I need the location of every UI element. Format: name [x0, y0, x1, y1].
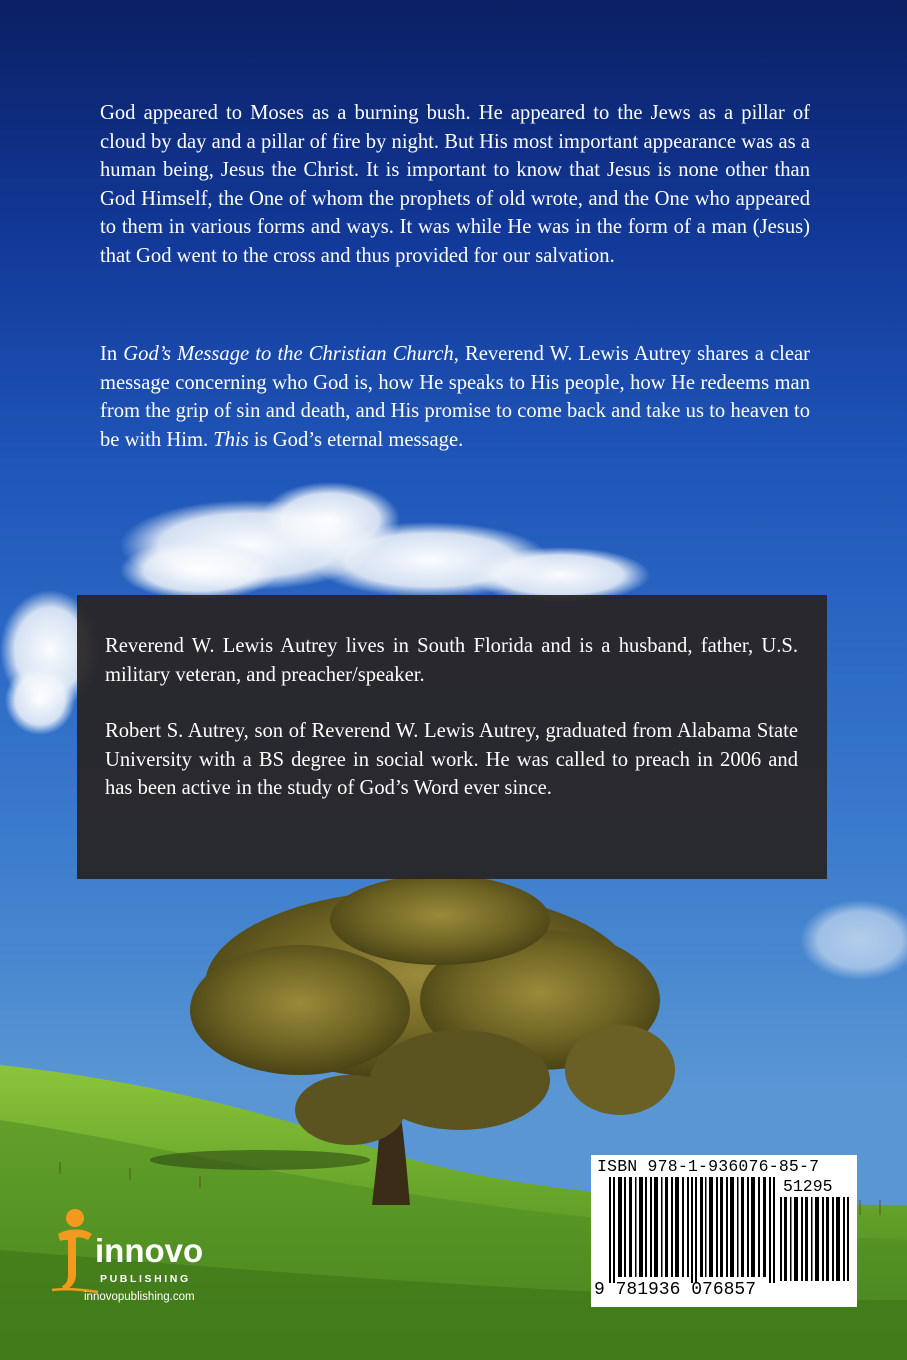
publisher-url: innovopublishing.com [84, 1291, 195, 1303]
publisher-tagline: PUBLISHING [100, 1273, 191, 1285]
book-title: God’s Message to the Christian Church [123, 343, 454, 365]
barcode-bars [609, 1177, 777, 1283]
description-paragraph-2 [100, 340, 810, 454]
publisher-logo [38, 1200, 238, 1310]
barcode-digits: 9 781936 076857 [594, 1280, 757, 1300]
barcode-addon-bars [780, 1197, 850, 1281]
isbn-number: ISBN 978-1-936076-85-7 [597, 1157, 820, 1176]
author-bio-1: Reverend W. Lewis Autrey lives in South Florida and is a husband, father, U.S. military veteran, and preacher/speaker. [105, 635, 798, 686]
paragraph-2-end: is God’s eternal message. [248, 428, 464, 451]
paragraph-2-middle: , Reverend W. Lewis Autrey shares a clear message concerning who God is, how He speaks to His people, how He redeems man from the grip of sin and death, and His promise to come back and take us to heaven to be with Him. [100, 343, 810, 451]
isbn-barcode [591, 1155, 857, 1307]
publisher-name: innovo [95, 1232, 204, 1269]
price-code: 51295 [783, 1177, 833, 1196]
emphasis-word: This [213, 428, 249, 451]
description-paragraph-1: God appeared to Moses as a burning bush. He appeared to the Jews as a pillar of cloud by day and a pillar of fire by night. But His most important appearance was as a human being, Jesus the Christ. It is important to know that Jesus is none other than God Himself, the One of whom the prophets of old wrote, and the One who appeared to them in various forms and ways. It was while He was in the form of a man (Jesus) that God went to the cross and thus provided for our salvation. [100, 102, 810, 267]
paragraph-2-lead: In [100, 343, 124, 365]
author-bio-box [77, 595, 827, 879]
figure-person-icon [48, 1204, 100, 1294]
author-bio-2: Robert S. Autrey, son of Reverend W. Lewis Autrey, graduated from Alabama State University with a BS degree in social work. He was called to preach in 2006 and has been active in the study of God’s Word ever since. [105, 720, 798, 800]
